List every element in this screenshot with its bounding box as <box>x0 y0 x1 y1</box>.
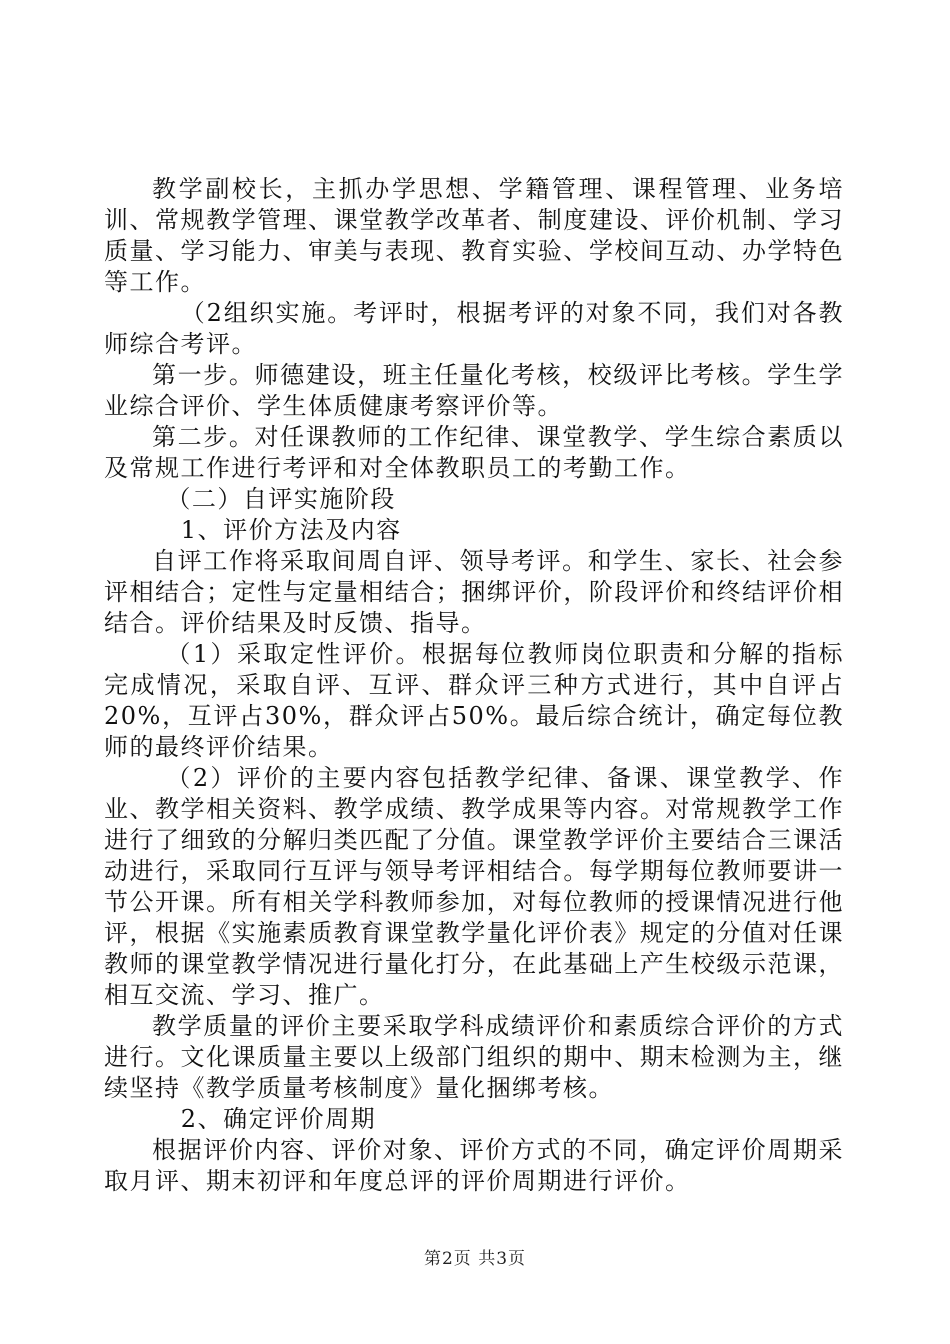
paragraph-evaluation-content: （2）评价的主要内容包括教学纪律、备课、课堂教学、作业、教学相关资料、教学成绩、教学成果等内容。对常规教学工作进行了细致的分解归类匹配了分值。课堂教学评价主要结合三课活动进行，采取同行互评与领导考评相结合。每学期每位教师要讲一节公开课。所有相关学科教师参加，对每位教师的授课情况进行他评，根据《实施素质教育课堂教学量化评价表》规定的分值对任课教师的课堂教学情况进行量化打分，在此基础上产生校级示范课，相互交流、学习、推广。 <box>104 764 844 1009</box>
section-heading-self-evaluation: （二）自评实施阶段 <box>166 485 396 513</box>
subheading-evaluation-method: 1、评价方法及内容 <box>180 516 402 544</box>
paragraph-teaching-quality: 教学质量的评价主要采取学科成绩评价和素质综合评价的方式进行。文化课质量主要以上级部门组织的期中、期末检测为主，继续坚持《教学质量考核制度》量化捆绑考核。 <box>104 1012 844 1102</box>
paragraph-step-two: 第二步。对任课教师的工作纪律、课堂教学、学生综合素质以及常规工作进行考评和对全体教职员工的考勤工作。 <box>104 423 844 482</box>
paragraph-evaluation-cycle: 根据评价内容、评价对象、评价方式的不同，确定评价周期采取月评、期末初评和年度总评的评价周期进行评价。 <box>104 1136 844 1195</box>
subheading-evaluation-cycle: 2、确定评价周期 <box>180 1105 377 1133</box>
document-body <box>104 174 844 1197</box>
paragraph-step-one: 第一步。师德建设，班主任量化考核，校级评比考核。学生学业综合评价、学生体质健康考察评价等。 <box>104 361 844 420</box>
paragraph-organize-implementation: （2组织实施。考评时，根据考评的对象不同，我们对各教师综合考评。 <box>104 299 844 358</box>
paragraph-vice-principal-duties: 教学副校长，主抓办学思想、学籍管理、课程管理、业务培训、常规教学管理、课堂教学改革者、制度建设、评价机制、学习质量、学习能力、审美与表现、教育实验、学校间互动、办学特色等工作。 <box>104 175 844 296</box>
paragraph-qualitative-evaluation: （1）采取定性评价。根据每位教师岗位职责和分解的指标完成情况，采取自评、互评、群众评三种方式进行，其中自评占20%，互评占30%，群众评占50%。最后综合统计，确定每位教师的最终评价结果。 <box>104 640 844 761</box>
page-footer: 第2页 共3页 <box>423 1249 527 1269</box>
paragraph-self-evaluation-work: 自评工作将采取间周自评、领导考评。和学生、家长、社会参评相结合；定性与定量相结合；捆绑评价，阶段评价和终结评价相结合。评价结果及时反馈、指导。 <box>104 547 844 637</box>
